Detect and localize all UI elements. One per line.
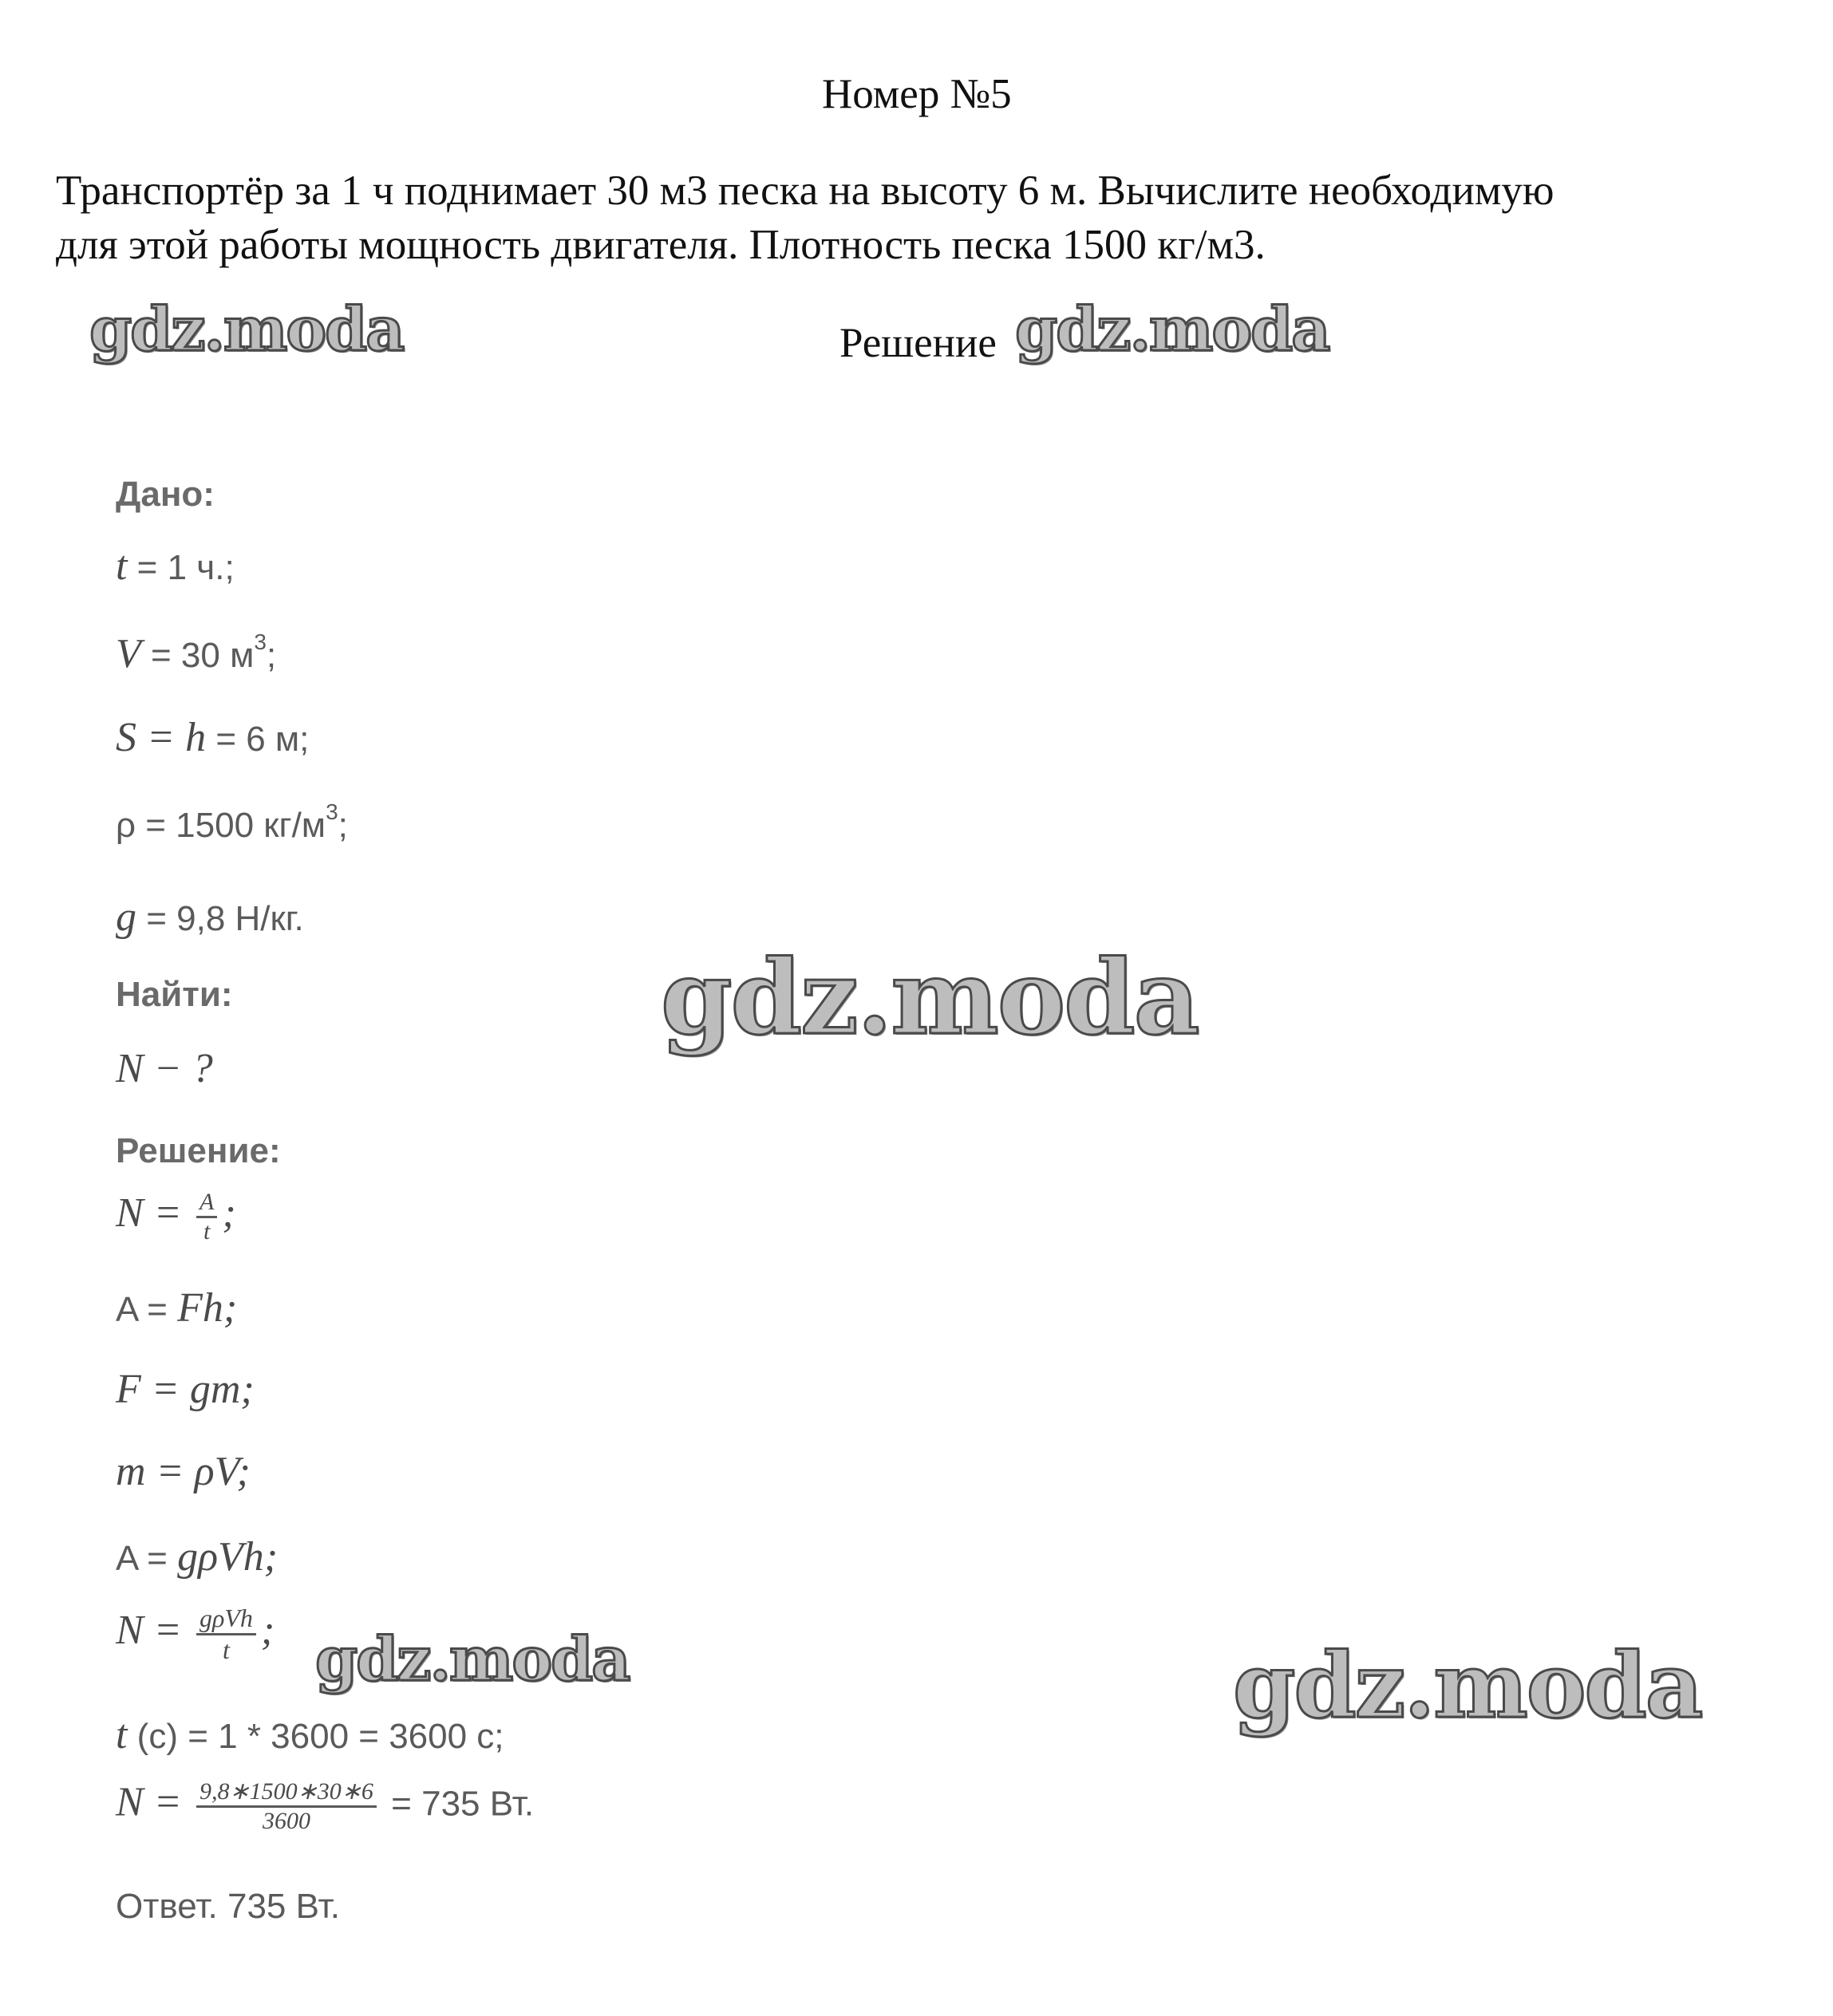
- watermark: gdz.moda: [1233, 1634, 1702, 1738]
- formula-1: [116, 1189, 236, 1245]
- formula-1-numerator: A: [196, 1189, 217, 1218]
- formula-8: [116, 1777, 534, 1835]
- formula-1-end: ;: [222, 1190, 236, 1237]
- formula-4: m = ρV;: [116, 1449, 251, 1494]
- formula-3: F = gm;: [116, 1367, 255, 1412]
- formula-8-lhs: N =: [116, 1779, 182, 1825]
- given-v: [116, 630, 276, 677]
- problem-statement: [56, 164, 1811, 272]
- formula-5: [116, 1533, 278, 1580]
- formula-6-fraction: [196, 1604, 256, 1665]
- formula-5-expr: gρVh;: [177, 1534, 279, 1580]
- formula-6-denominator: t: [223, 1635, 230, 1664]
- formula-7: [116, 1711, 504, 1758]
- watermark: gdz.moda: [1015, 294, 1329, 365]
- formula-7-value: (с) = 1 * 3600 = 3600 с;: [127, 1717, 504, 1756]
- formula-7-symbol: t: [116, 1712, 128, 1758]
- formula-1-lhs: N =: [116, 1190, 182, 1237]
- problem-line-1: Транспортёр за 1 ч поднимает 30 м3 песка на высоту 6 м. Вычислите необходимую: [56, 168, 1554, 214]
- given-t-value: = 1 ч.;: [127, 548, 235, 587]
- formula-6-numerator: gρVh: [196, 1604, 256, 1635]
- given-s-value: = 6 м;: [206, 720, 310, 759]
- answer: Ответ. 735 Вт.: [116, 1887, 341, 1926]
- given-s-symbol: S = h: [116, 715, 207, 760]
- watermark: gdz.moda: [89, 294, 404, 365]
- given-g-value: = 9,8 Н/кг.: [136, 899, 304, 938]
- formula-6-end: ;: [260, 1608, 275, 1654]
- formula-8-fraction: [196, 1777, 377, 1835]
- watermark: gdz.moda: [315, 1623, 630, 1694]
- formula-1-denominator: t: [203, 1218, 211, 1245]
- given-v-symbol: V: [116, 631, 141, 677]
- formula-2-a: A =: [116, 1290, 178, 1329]
- given-t: [116, 542, 235, 590]
- given-rho-value: ρ = 1500 кг/м: [116, 806, 326, 845]
- given-rho-sup: 3: [326, 799, 338, 824]
- given-t-symbol: t: [116, 543, 128, 589]
- given-rho: [116, 799, 348, 846]
- find-value: N − ?: [116, 1046, 213, 1091]
- page-title: Номер №5: [822, 71, 1012, 117]
- problem-line-2: для этой работы мощность двигателя. Плотность песка 1500 кг/м3.: [56, 222, 1266, 268]
- given-s: [116, 714, 309, 761]
- formula-8-result: = 735 Вт.: [391, 1784, 535, 1824]
- given-v-sup: 3: [254, 629, 267, 654]
- formula-2: [116, 1284, 237, 1332]
- formula-8-numerator: 9,8∗1500∗30∗6: [196, 1777, 377, 1808]
- find-label: Найти:: [116, 975, 233, 1014]
- given-v-end: ;: [266, 636, 277, 675]
- solution-heading: Решение: [839, 320, 997, 366]
- formula-1-fraction: [196, 1189, 217, 1245]
- formula-6: [116, 1604, 275, 1665]
- watermark: gdz.moda: [661, 938, 1199, 1058]
- formula-5-a: A =: [116, 1539, 178, 1578]
- solution-label: Решение:: [116, 1131, 281, 1170]
- given-v-value: = 30 м: [140, 636, 255, 675]
- formula-6-lhs: N =: [116, 1608, 182, 1654]
- given-rho-end: ;: [338, 806, 348, 845]
- formula-2-expr: Fh;: [177, 1285, 238, 1331]
- given-label: Дано:: [116, 475, 215, 514]
- formula-8-denominator: 3600: [262, 1808, 310, 1834]
- given-g-symbol: g: [116, 894, 136, 940]
- given-g: [116, 894, 304, 941]
